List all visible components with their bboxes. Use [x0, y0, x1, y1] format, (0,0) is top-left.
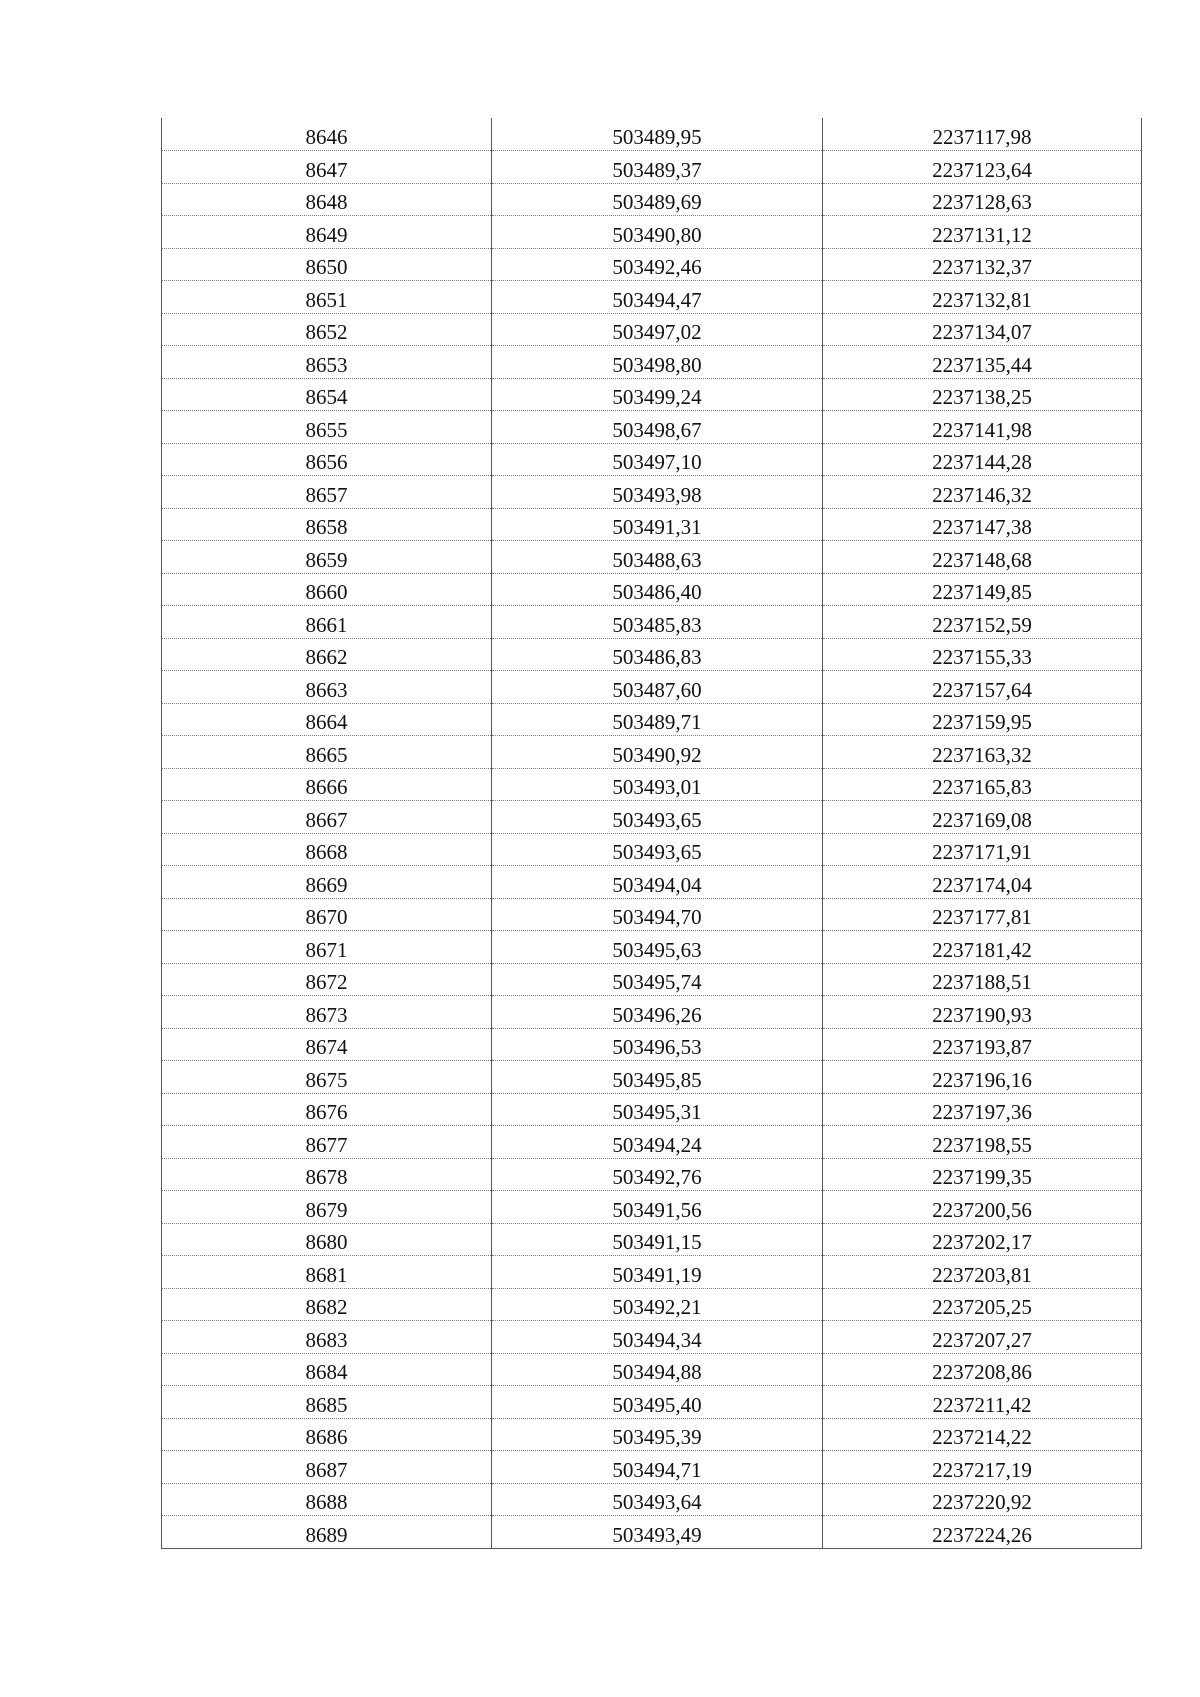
x-coordinate-cell: 503495,85	[492, 1061, 823, 1094]
table-row	[162, 1256, 1142, 1289]
point-number-cell: 8663	[162, 671, 492, 704]
y-coordinate-cell: 2237134,07	[823, 313, 1142, 346]
table-row	[162, 996, 1142, 1029]
y-coordinate-cell: 2237217,19	[823, 1451, 1142, 1484]
table-row	[162, 963, 1142, 996]
x-coordinate-cell: 503497,02	[492, 313, 823, 346]
x-coordinate-cell: 503491,19	[492, 1256, 823, 1289]
y-coordinate-cell: 2237159,95	[823, 703, 1142, 736]
table-row	[162, 1321, 1142, 1354]
x-coordinate-cell: 503485,83	[492, 606, 823, 639]
x-coordinate-cell: 503495,63	[492, 931, 823, 964]
table-row	[162, 1093, 1142, 1126]
point-number-cell: 8655	[162, 411, 492, 444]
y-coordinate-cell: 2237190,93	[823, 996, 1142, 1029]
table-row	[162, 541, 1142, 574]
table-row	[162, 443, 1142, 476]
point-number-cell: 8689	[162, 1516, 492, 1549]
y-coordinate-cell: 2237132,81	[823, 281, 1142, 314]
table-row	[162, 736, 1142, 769]
coordinates-table-body	[162, 118, 1142, 1548]
table-row	[162, 1451, 1142, 1484]
x-coordinate-cell: 503494,47	[492, 281, 823, 314]
table-row	[162, 1126, 1142, 1159]
x-coordinate-cell: 503494,70	[492, 898, 823, 931]
point-number-cell: 8681	[162, 1256, 492, 1289]
x-coordinate-cell: 503493,49	[492, 1516, 823, 1549]
table-row	[162, 1288, 1142, 1321]
y-coordinate-cell: 2237149,85	[823, 573, 1142, 606]
y-coordinate-cell: 2237146,32	[823, 476, 1142, 509]
x-coordinate-cell: 503493,98	[492, 476, 823, 509]
y-coordinate-cell: 2237224,26	[823, 1516, 1142, 1549]
table-row	[162, 638, 1142, 671]
y-coordinate-cell: 2237211,42	[823, 1386, 1142, 1419]
table-row	[162, 573, 1142, 606]
x-coordinate-cell: 503487,60	[492, 671, 823, 704]
y-coordinate-cell: 2237147,38	[823, 508, 1142, 541]
y-coordinate-cell: 2237128,63	[823, 183, 1142, 216]
table-row	[162, 346, 1142, 379]
x-coordinate-cell: 503496,26	[492, 996, 823, 1029]
table-row	[162, 1516, 1142, 1549]
x-coordinate-cell: 503491,15	[492, 1223, 823, 1256]
y-coordinate-cell: 2237200,56	[823, 1191, 1142, 1224]
point-number-cell: 8673	[162, 996, 492, 1029]
table-row	[162, 931, 1142, 964]
table-row	[162, 1353, 1142, 1386]
x-coordinate-cell: 503492,76	[492, 1158, 823, 1191]
point-number-cell: 8648	[162, 183, 492, 216]
y-coordinate-cell: 2237117,98	[823, 118, 1142, 151]
point-number-cell: 8686	[162, 1418, 492, 1451]
x-coordinate-cell: 503497,10	[492, 443, 823, 476]
x-coordinate-cell: 503499,24	[492, 378, 823, 411]
point-number-cell: 8688	[162, 1483, 492, 1516]
point-number-cell: 8653	[162, 346, 492, 379]
x-coordinate-cell: 503494,71	[492, 1451, 823, 1484]
table-row	[162, 248, 1142, 281]
table-row	[162, 378, 1142, 411]
point-number-cell: 8672	[162, 963, 492, 996]
table-row	[162, 1158, 1142, 1191]
point-number-cell: 8650	[162, 248, 492, 281]
y-coordinate-cell: 2237135,44	[823, 346, 1142, 379]
x-coordinate-cell: 503491,56	[492, 1191, 823, 1224]
point-number-cell: 8652	[162, 313, 492, 346]
y-coordinate-cell: 2237202,17	[823, 1223, 1142, 1256]
table-row	[162, 801, 1142, 834]
table-row	[162, 1386, 1142, 1419]
x-coordinate-cell: 503494,34	[492, 1321, 823, 1354]
point-number-cell: 8676	[162, 1093, 492, 1126]
point-number-cell: 8646	[162, 118, 492, 151]
y-coordinate-cell: 2237132,37	[823, 248, 1142, 281]
point-number-cell: 8657	[162, 476, 492, 509]
y-coordinate-cell: 2237220,92	[823, 1483, 1142, 1516]
y-coordinate-cell: 2237205,25	[823, 1288, 1142, 1321]
x-coordinate-cell: 503496,53	[492, 1028, 823, 1061]
table-row	[162, 281, 1142, 314]
point-number-cell: 8668	[162, 833, 492, 866]
x-coordinate-cell: 503486,40	[492, 573, 823, 606]
x-coordinate-cell: 503488,63	[492, 541, 823, 574]
point-number-cell: 8687	[162, 1451, 492, 1484]
x-coordinate-cell: 503494,88	[492, 1353, 823, 1386]
x-coordinate-cell: 503494,04	[492, 866, 823, 899]
y-coordinate-cell: 2237198,55	[823, 1126, 1142, 1159]
point-number-cell: 8679	[162, 1191, 492, 1224]
table-row	[162, 183, 1142, 216]
y-coordinate-cell: 2237123,64	[823, 151, 1142, 184]
y-coordinate-cell: 2237188,51	[823, 963, 1142, 996]
point-number-cell: 8678	[162, 1158, 492, 1191]
point-number-cell: 8669	[162, 866, 492, 899]
x-coordinate-cell: 503492,46	[492, 248, 823, 281]
x-coordinate-cell: 503494,24	[492, 1126, 823, 1159]
point-number-cell: 8664	[162, 703, 492, 736]
x-coordinate-cell: 503490,80	[492, 216, 823, 249]
point-number-cell: 8651	[162, 281, 492, 314]
x-coordinate-cell: 503498,80	[492, 346, 823, 379]
point-number-cell: 8656	[162, 443, 492, 476]
x-coordinate-cell: 503489,37	[492, 151, 823, 184]
table-row	[162, 671, 1142, 704]
point-number-cell: 8674	[162, 1028, 492, 1061]
x-coordinate-cell: 503491,31	[492, 508, 823, 541]
y-coordinate-cell: 2237181,42	[823, 931, 1142, 964]
y-coordinate-cell: 2237199,35	[823, 1158, 1142, 1191]
y-coordinate-cell: 2237214,22	[823, 1418, 1142, 1451]
table-row	[162, 1028, 1142, 1061]
table-row	[162, 216, 1142, 249]
point-number-cell: 8666	[162, 768, 492, 801]
coordinates-table	[161, 118, 1142, 1549]
y-coordinate-cell: 2237131,12	[823, 216, 1142, 249]
y-coordinate-cell: 2237141,98	[823, 411, 1142, 444]
y-coordinate-cell: 2237163,32	[823, 736, 1142, 769]
y-coordinate-cell: 2237155,33	[823, 638, 1142, 671]
x-coordinate-cell: 503495,39	[492, 1418, 823, 1451]
point-number-cell: 8658	[162, 508, 492, 541]
x-coordinate-cell: 503498,67	[492, 411, 823, 444]
point-number-cell: 8654	[162, 378, 492, 411]
table-row	[162, 1483, 1142, 1516]
point-number-cell: 8662	[162, 638, 492, 671]
x-coordinate-cell: 503489,95	[492, 118, 823, 151]
table-row	[162, 1191, 1142, 1224]
x-coordinate-cell: 503493,01	[492, 768, 823, 801]
x-coordinate-cell: 503486,83	[492, 638, 823, 671]
x-coordinate-cell: 503490,92	[492, 736, 823, 769]
table-row	[162, 1061, 1142, 1094]
point-number-cell: 8659	[162, 541, 492, 574]
table-row	[162, 151, 1142, 184]
y-coordinate-cell: 2237138,25	[823, 378, 1142, 411]
table-row	[162, 118, 1142, 151]
y-coordinate-cell: 2237207,27	[823, 1321, 1142, 1354]
x-coordinate-cell: 503495,74	[492, 963, 823, 996]
y-coordinate-cell: 2237177,81	[823, 898, 1142, 931]
y-coordinate-cell: 2237197,36	[823, 1093, 1142, 1126]
point-number-cell: 8677	[162, 1126, 492, 1159]
y-coordinate-cell: 2237196,16	[823, 1061, 1142, 1094]
y-coordinate-cell: 2237208,86	[823, 1353, 1142, 1386]
y-coordinate-cell: 2237144,28	[823, 443, 1142, 476]
x-coordinate-cell: 503492,21	[492, 1288, 823, 1321]
y-coordinate-cell: 2237148,68	[823, 541, 1142, 574]
y-coordinate-cell: 2237193,87	[823, 1028, 1142, 1061]
y-coordinate-cell: 2237174,04	[823, 866, 1142, 899]
table-row	[162, 476, 1142, 509]
table-row	[162, 313, 1142, 346]
x-coordinate-cell: 503495,31	[492, 1093, 823, 1126]
table-row	[162, 898, 1142, 931]
x-coordinate-cell: 503495,40	[492, 1386, 823, 1419]
point-number-cell: 8680	[162, 1223, 492, 1256]
table-row	[162, 606, 1142, 639]
point-number-cell: 8675	[162, 1061, 492, 1094]
y-coordinate-cell: 2237169,08	[823, 801, 1142, 834]
table-row	[162, 508, 1142, 541]
point-number-cell: 8671	[162, 931, 492, 964]
point-number-cell: 8661	[162, 606, 492, 639]
x-coordinate-cell: 503493,65	[492, 801, 823, 834]
y-coordinate-cell: 2237152,59	[823, 606, 1142, 639]
point-number-cell: 8665	[162, 736, 492, 769]
table-row	[162, 1223, 1142, 1256]
y-coordinate-cell: 2237165,83	[823, 768, 1142, 801]
y-coordinate-cell: 2237171,91	[823, 833, 1142, 866]
x-coordinate-cell: 503489,71	[492, 703, 823, 736]
point-number-cell: 8685	[162, 1386, 492, 1419]
table-row	[162, 833, 1142, 866]
point-number-cell: 8667	[162, 801, 492, 834]
point-number-cell: 8683	[162, 1321, 492, 1354]
point-number-cell: 8670	[162, 898, 492, 931]
table-row	[162, 703, 1142, 736]
y-coordinate-cell: 2237203,81	[823, 1256, 1142, 1289]
point-number-cell: 8647	[162, 151, 492, 184]
y-coordinate-cell: 2237157,64	[823, 671, 1142, 704]
x-coordinate-cell: 503493,65	[492, 833, 823, 866]
table-row	[162, 1418, 1142, 1451]
point-number-cell: 8660	[162, 573, 492, 606]
point-number-cell: 8682	[162, 1288, 492, 1321]
table-row	[162, 866, 1142, 899]
x-coordinate-cell: 503489,69	[492, 183, 823, 216]
point-number-cell: 8684	[162, 1353, 492, 1386]
table-row	[162, 768, 1142, 801]
table-row	[162, 411, 1142, 444]
point-number-cell: 8649	[162, 216, 492, 249]
x-coordinate-cell: 503493,64	[492, 1483, 823, 1516]
